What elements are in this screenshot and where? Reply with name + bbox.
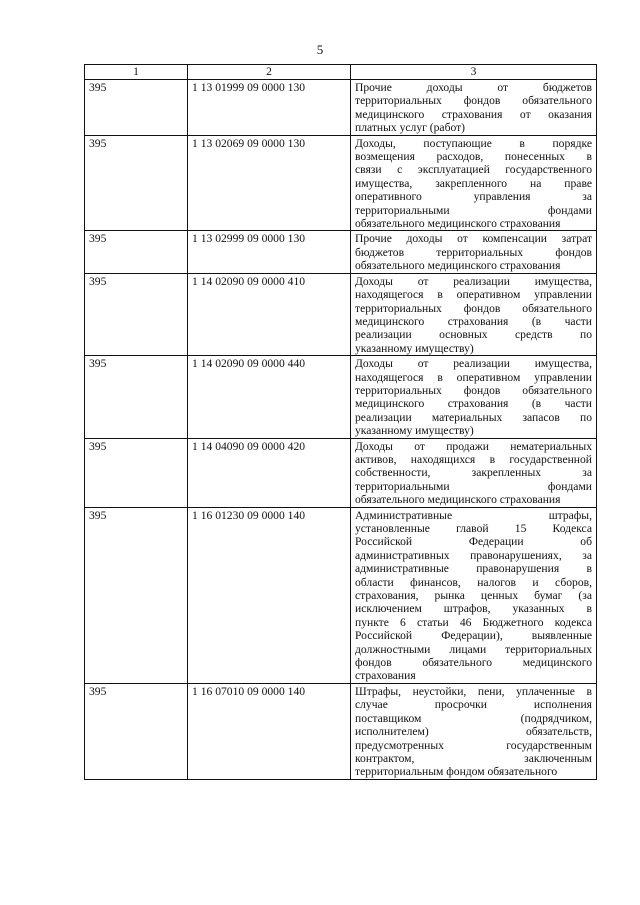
description-line: обязательного медицинского страхования (355, 493, 561, 507)
description-line: страхования (355, 669, 416, 683)
description-line: Прочие доходы от компенсации затрат (355, 232, 592, 246)
description-line: медицинского страхования от оказания (355, 107, 592, 121)
budget-code-cell: 1 13 02069 09 0000 130 (188, 135, 351, 231)
description-line: указанному имуществу) (355, 424, 474, 438)
description-line: Прочие доходы от бюджетов (355, 81, 592, 94)
description-line: Доходы от продажи нематериальных (355, 439, 592, 453)
description-line: установленные главой 15 Кодекса (355, 522, 592, 535)
description-line: обязательного медицинского страхования (355, 259, 561, 273)
description-line: контрактом, заключенным (355, 751, 592, 765)
admin-code-cell: 395 (85, 438, 188, 507)
description-line: поставщиком (подрядчиком, (355, 711, 592, 725)
admin-code-cell: 395 (85, 507, 188, 683)
page-number: 5 (316, 42, 324, 57)
description-line: медицинского страхования (в части (355, 397, 592, 411)
description-line: обязательного медицинского страхования (355, 217, 561, 231)
income-description-cell (351, 683, 597, 779)
income-description-cell (351, 507, 597, 683)
table-row (85, 438, 597, 507)
description-line: исключением штрафов, указанных в (355, 602, 592, 616)
description-line: территориальными фондами (355, 479, 592, 493)
table-row (85, 80, 597, 136)
description-line: бюджетов территориальных фондов (355, 245, 592, 259)
table-row (85, 507, 597, 683)
income-description-cell (351, 273, 597, 355)
description-line: активов, находящихся в государственной (355, 452, 592, 466)
description-line: территориальным фондом обязательного (355, 765, 558, 779)
table-row (85, 135, 597, 231)
admin-code-cell: 395 (85, 80, 188, 136)
description-line: Штрафы, неустойки, пени, уплаченные в (355, 684, 592, 698)
header-col-2: 2 (188, 65, 351, 80)
budget-code-cell: 1 13 01999 09 0000 130 (188, 80, 351, 136)
description-line: находящегося в оперативном управлении (355, 370, 592, 384)
description-line: возмещения расходов, понесенных в (355, 150, 592, 164)
description-line: связи с эксплуатацией государственного (355, 163, 592, 177)
admin-code-cell: 395 (85, 683, 188, 779)
description-line: медицинского страхования (в части (355, 314, 592, 328)
admin-code-cell: 395 (85, 356, 188, 438)
description-line: Доходы от реализации имущества, (355, 274, 592, 288)
income-description-cell (351, 438, 597, 507)
budget-code-cell: 1 16 01230 09 0000 140 (188, 507, 351, 683)
table-row (85, 231, 597, 273)
admin-code-cell: 395 (85, 273, 188, 355)
income-description-cell (351, 135, 597, 231)
description-line: Административные штрафы, (355, 508, 592, 522)
admin-code-cell: 395 (85, 231, 188, 273)
header-col-3: 3 (351, 65, 597, 80)
description-line: административных правонарушениях, за (355, 548, 592, 562)
income-description-cell (351, 231, 597, 273)
income-description-cell (351, 80, 597, 136)
income-description-cell (351, 356, 597, 438)
description-line: территориальными фондами (355, 203, 592, 217)
description-line: платных услуг (работ) (355, 121, 466, 135)
header-row (85, 65, 597, 80)
budget-code-cell: 1 14 04090 09 0000 420 (188, 438, 351, 507)
description-line: территориальных фондов обязательного (355, 94, 592, 108)
description-line: страхования, рынка ценных бумаг (за (355, 589, 592, 603)
budget-code-cell: 1 14 02090 09 0000 410 (188, 273, 351, 355)
header-col-1: 1 (85, 65, 188, 80)
description-line: пункте 6 статьи 46 Бюджетного кодекса (355, 615, 592, 629)
description-line: Российской Федерации), выявленные (355, 629, 592, 643)
description-line: территориальных фондов обязательного (355, 301, 592, 315)
admin-code-cell: 395 (85, 135, 188, 231)
description-line: реализации основных средств по (355, 328, 592, 342)
description-line: предусмотренных государственным (355, 738, 592, 752)
description-line: области финансов, налогов и сборов, (355, 575, 592, 589)
budget-code-cell: 1 14 02090 09 0000 440 (188, 356, 351, 438)
description-line: Доходы, поступающие в порядке (355, 136, 592, 150)
description-line: исполнителем) обязательств, (355, 725, 592, 739)
budget-classification-table (84, 64, 597, 780)
description-line: административные правонарушения в (355, 562, 592, 576)
description-line: Российской Федерации об (355, 535, 592, 549)
description-line: территориальных фондов обязательного (355, 383, 592, 397)
budget-code-cell: 1 13 02999 09 0000 130 (188, 231, 351, 273)
table-row (85, 683, 597, 779)
description-line: реализации материальных запасов по (355, 410, 592, 424)
description-line: Доходы от реализации имущества, (355, 357, 592, 371)
table-row (85, 273, 597, 355)
description-line: оперативного управления за (355, 190, 592, 204)
description-line: находящегося в оперативном управлении (355, 288, 592, 302)
description-line: случае просрочки исполнения (355, 698, 592, 712)
description-line: собственности, закрепленных за (355, 466, 592, 480)
description-line: имущества, закрепленного на праве (355, 176, 592, 190)
table-row (85, 356, 597, 438)
budget-code-cell: 1 16 07010 09 0000 140 (188, 683, 351, 779)
description-line: фондов обязательного медицинского (355, 656, 592, 670)
description-line: указанному имуществу) (355, 341, 474, 355)
description-line: должностными лицами территориальных (355, 642, 592, 656)
